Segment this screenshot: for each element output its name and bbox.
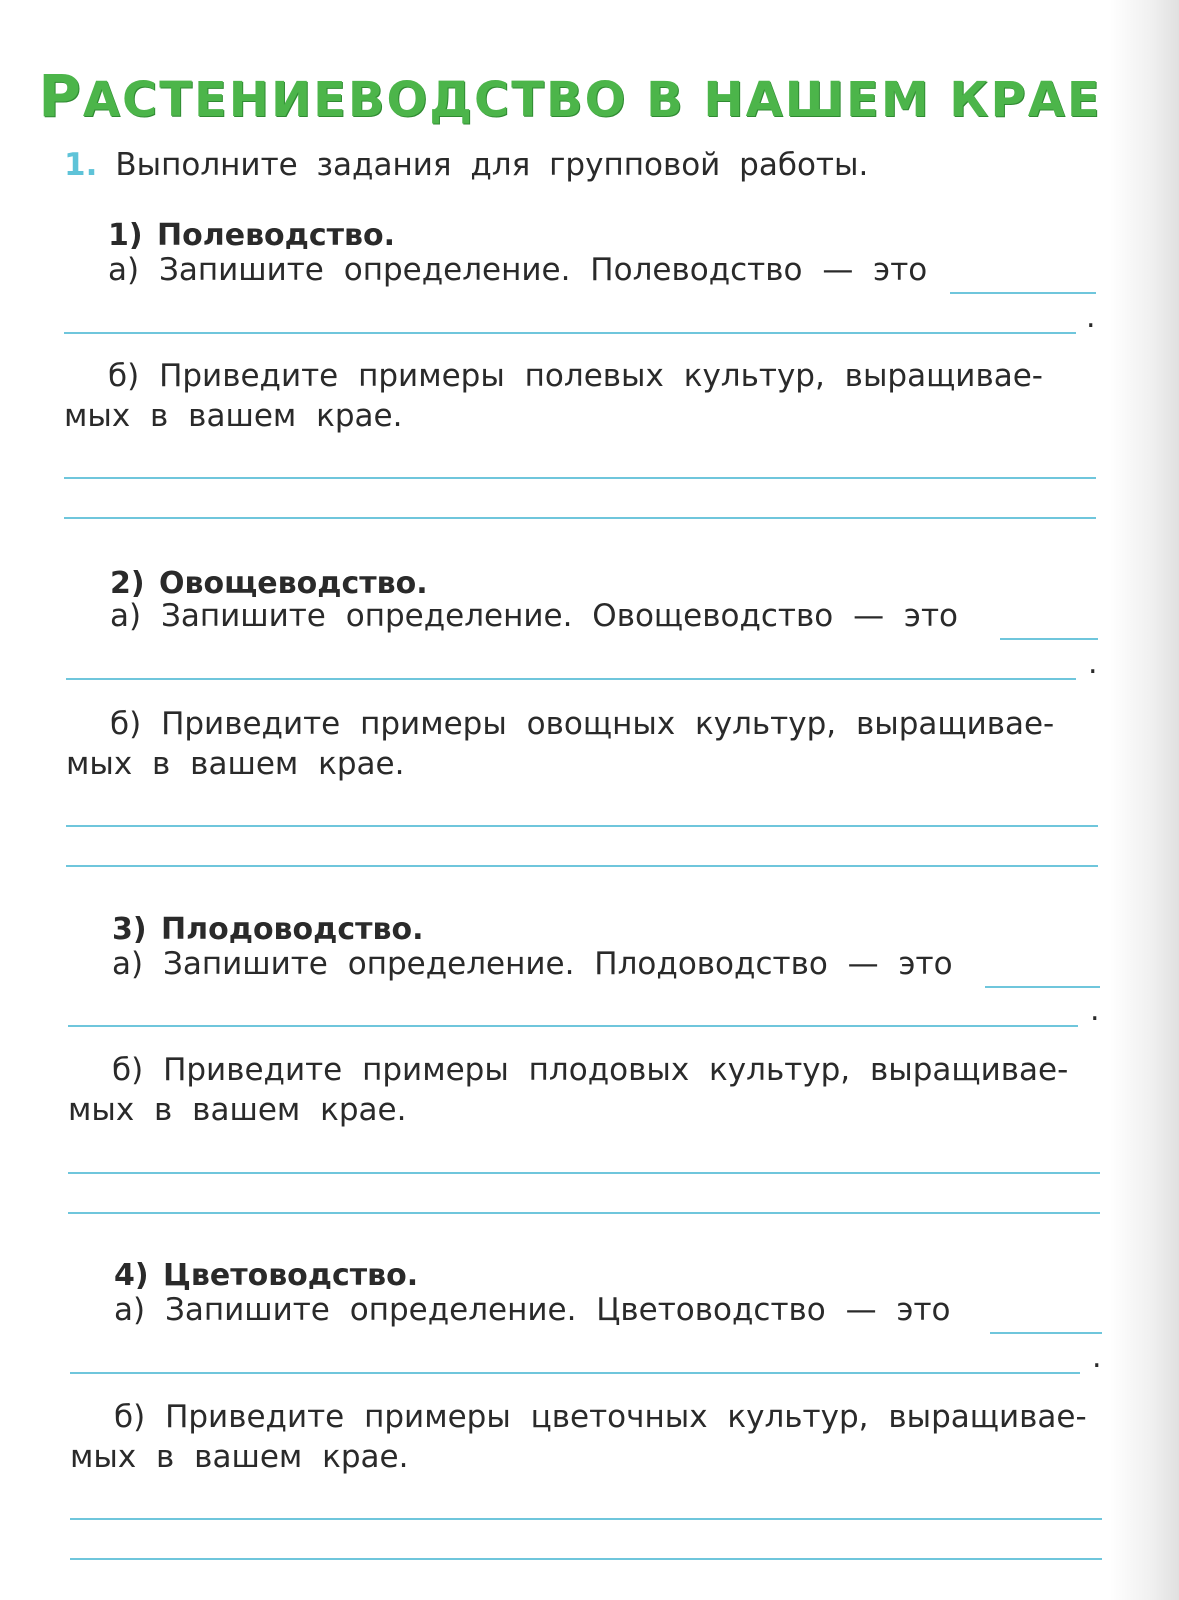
definition-prompt: а) Запишите определение. Цветоводство — это (114, 1292, 951, 1328)
definition-prompt: а) Запишите определение. Овощеводство — это (110, 598, 958, 634)
section-heading: 1) Полеводство. (108, 218, 396, 253)
answer-line[interactable] (64, 477, 1096, 479)
section-heading: 2) Овощеводство. (110, 566, 428, 601)
period-mark: . (1092, 1340, 1102, 1375)
period-mark: . (1088, 646, 1098, 681)
examples-prompt: б) Приведите примеры овощных культур, выращивае- (110, 706, 1055, 742)
definition-prompt: а) Запишите определение. Плодоводство — это (112, 946, 953, 982)
answer-line[interactable] (1000, 638, 1098, 640)
answer-line[interactable] (68, 1025, 1078, 1027)
definition-prompt: а) Запишите определение. Полеводство — это (108, 252, 928, 288)
examples-prompt: б) Приведите примеры полевых культур, выращивае- (108, 358, 1043, 394)
task-number: 1. (64, 147, 98, 183)
page-edge-shadow (1109, 0, 1179, 1600)
answer-line[interactable] (70, 1558, 1102, 1560)
examples-prompt: б) Приведите примеры цветочных культур, выращивае- (114, 1399, 1087, 1435)
period-mark: . (1090, 993, 1100, 1028)
answer-line[interactable] (950, 292, 1096, 294)
answer-line[interactable] (990, 1332, 1102, 1334)
page-title: РАСТЕНИЕВОДСТВО В НАШЕМ КРАЕ (38, 62, 1102, 130)
period-mark: . (1086, 300, 1096, 335)
answer-line[interactable] (66, 865, 1098, 867)
task-instruction (64, 147, 868, 183)
answer-line[interactable] (68, 1212, 1100, 1214)
examples-prompt-cont: мых в вашем крае. (66, 746, 405, 782)
answer-line[interactable] (66, 825, 1098, 827)
examples-prompt-cont: мых в вашем крае. (70, 1439, 409, 1475)
answer-line[interactable] (985, 986, 1100, 988)
section-heading: 3) Плодоводство. (112, 912, 424, 947)
examples-prompt-cont: мых в вашем крае. (64, 398, 403, 434)
answer-line[interactable] (66, 678, 1076, 680)
task-text: Выполните задания для групповой работы. (115, 147, 869, 183)
answer-line[interactable] (68, 1172, 1100, 1174)
examples-prompt-cont: мых в вашем крае. (68, 1092, 407, 1128)
examples-prompt: б) Приведите примеры плодовых культур, выращивае- (112, 1052, 1069, 1088)
answer-line[interactable] (64, 332, 1076, 334)
answer-line[interactable] (70, 1372, 1080, 1374)
section-heading: 4) Цветоводство. (114, 1258, 419, 1293)
answer-line[interactable] (70, 1518, 1102, 1520)
answer-line[interactable] (64, 517, 1096, 519)
